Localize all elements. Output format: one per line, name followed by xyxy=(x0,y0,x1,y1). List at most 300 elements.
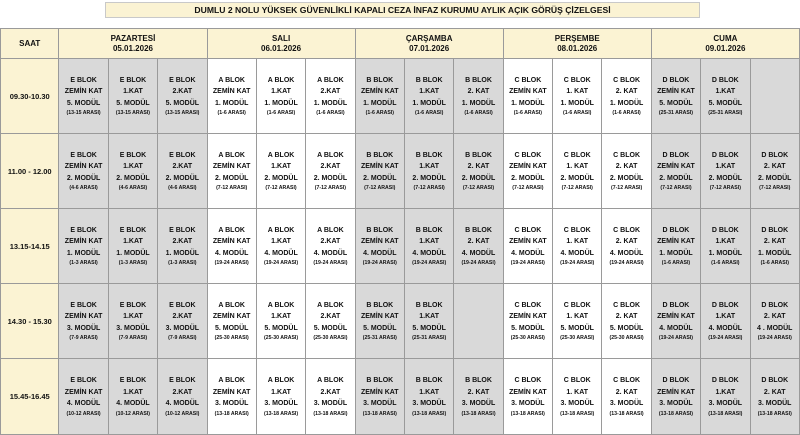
range-text: (7-12 ARASI) xyxy=(660,185,692,192)
range-text: (19-24 ARASI) xyxy=(214,260,249,267)
floor-name: ZEMİN KAT xyxy=(509,88,547,96)
block-name: E BLOK xyxy=(119,226,147,234)
range-text: (1-6 ARASI) xyxy=(316,110,345,117)
module-name: 1. MODÜL xyxy=(758,249,792,257)
range-text: (19-24 ARASI) xyxy=(658,335,694,342)
module-name: 3. MODÜL xyxy=(116,324,150,332)
range-text: (19-24 ARASI) xyxy=(510,260,545,267)
floor-name: 2.KAT xyxy=(320,88,341,96)
range-text: (7-9 ARASI) xyxy=(118,335,148,342)
module-name: 4. MODÜL xyxy=(461,249,496,257)
schedule-cell xyxy=(207,134,256,209)
module-name: 5. MODÜL xyxy=(412,324,446,332)
schedule-cell xyxy=(207,209,256,284)
module-name: 5. MODÜL xyxy=(363,324,397,332)
block-name: A BLOK xyxy=(218,226,245,234)
block-name: E BLOK xyxy=(70,226,97,234)
range-text: (1-6 ARASI) xyxy=(217,110,246,117)
schedule-cell xyxy=(553,59,602,134)
floor-name: 2. KAT xyxy=(615,388,638,396)
schedule-cell xyxy=(454,134,503,209)
floor-name: 2.KAT xyxy=(320,163,341,171)
schedule-cell xyxy=(750,59,800,134)
block-name: D BLOK xyxy=(711,151,739,159)
floor-name: 1.KAT xyxy=(271,88,291,96)
time-slot-label: 13.15-14.15 xyxy=(1,209,59,284)
block-name: E BLOK xyxy=(70,377,97,385)
floor-name: 1.KAT xyxy=(271,238,291,246)
range-text: (1-3 ARASI) xyxy=(118,260,148,267)
block-name: A BLOK xyxy=(218,377,245,385)
block-name: A BLOK xyxy=(218,76,245,84)
schedule-cell xyxy=(454,209,503,284)
range-text: (1-6 ARASI) xyxy=(365,110,394,117)
range-text: (19-24 ARASI) xyxy=(461,260,496,267)
range-text: (7-12 ARASI) xyxy=(759,185,791,192)
range-text: (10-12 ARASI) xyxy=(115,410,151,417)
range-text: (10-12 ARASI) xyxy=(66,410,101,417)
schedule-cell xyxy=(701,284,750,359)
schedule-cell xyxy=(207,284,256,359)
schedule-cell xyxy=(207,359,256,435)
module-name: 3. MODÜL xyxy=(758,400,792,408)
module-name: 2. MODÜL xyxy=(609,174,644,182)
schedule-cell xyxy=(503,59,552,134)
block-name: B BLOK xyxy=(415,151,443,159)
block-name: B BLOK xyxy=(366,301,394,309)
day-date: 09.01.2026 xyxy=(705,43,746,53)
range-text: (1-6 ARASI) xyxy=(513,110,543,117)
module-name: 3. MODÜL xyxy=(214,400,249,408)
floor-name: ZEMİN KAT xyxy=(657,163,695,171)
module-name: 5. MODÜL xyxy=(116,99,150,107)
module-name: 3. MODÜL xyxy=(165,324,200,332)
schedule-cell xyxy=(503,359,552,435)
day-name: ÇARŞAMBA xyxy=(405,33,453,43)
range-text: (7-12 ARASI) xyxy=(561,185,593,192)
floor-name: 2. KAT xyxy=(763,163,786,171)
module-name: 2. MODÜL xyxy=(659,174,693,182)
module-name: 4. MODÜL xyxy=(313,249,348,257)
time-slot-row xyxy=(1,284,800,359)
block-name: C BLOK xyxy=(613,151,641,159)
block-name: D BLOK xyxy=(711,76,739,84)
range-text: (19-24 ARASI) xyxy=(708,335,743,342)
module-name: 1. MODÜL xyxy=(363,99,397,107)
schedule-cell xyxy=(256,359,305,435)
schedule-cell xyxy=(701,59,750,134)
block-name: C BLOK xyxy=(613,76,641,84)
floor-name: 1. KAT xyxy=(566,388,589,396)
block-name: C BLOK xyxy=(563,377,591,385)
floor-name: ZEMİN KAT xyxy=(64,313,103,321)
day-date: 07.01.2026 xyxy=(409,43,450,53)
range-text: (1-6 ARASI) xyxy=(661,260,691,267)
schedule-cell xyxy=(59,359,108,435)
block-name: E BLOK xyxy=(119,301,147,309)
block-name: B BLOK xyxy=(465,226,492,234)
floor-name: ZEMİN KAT xyxy=(360,388,399,396)
time-slot-row xyxy=(1,134,800,209)
block-name: C BLOK xyxy=(514,151,542,159)
module-name: 1. MODÜL xyxy=(264,99,298,107)
floor-name: ZEMİN KAT xyxy=(657,88,695,96)
range-text: (7-12 ARASI) xyxy=(216,185,248,192)
schedule-cell xyxy=(454,284,503,359)
block-name: D BLOK xyxy=(711,226,739,234)
schedule-cell xyxy=(108,59,157,134)
block-name: D BLOK xyxy=(662,76,690,84)
schedule-cell xyxy=(306,134,355,209)
range-text: (7-12 ARASI) xyxy=(610,185,643,192)
block-name: B BLOK xyxy=(415,301,443,309)
floor-name: ZEMİN KAT xyxy=(360,313,399,321)
floor-name: 1.KAT xyxy=(271,388,291,396)
schedule-cell xyxy=(355,284,404,359)
schedule-body xyxy=(1,59,800,435)
module-name: 2. MODÜL xyxy=(264,174,298,182)
module-name: 2. MODÜL xyxy=(363,174,397,182)
schedule-cell xyxy=(404,209,453,284)
schedule-cell xyxy=(454,359,503,435)
module-name: 4. MODÜL xyxy=(66,400,101,408)
module-name: 4. MODÜL xyxy=(560,249,594,257)
module-name: 2. MODÜL xyxy=(461,174,496,182)
block-name: E BLOK xyxy=(70,76,97,84)
day-header-4 xyxy=(651,29,799,59)
block-name: B BLOK xyxy=(366,226,394,234)
floor-name: 2. KAT xyxy=(615,238,638,246)
schedule-cell xyxy=(602,284,651,359)
module-name: 5. MODÜL xyxy=(66,99,101,107)
module-name: 3. MODÜL xyxy=(708,400,743,408)
range-text: (19-24 ARASI) xyxy=(609,260,644,267)
module-name: 1. MODÜL xyxy=(511,99,545,107)
module-name: 2. MODÜL xyxy=(412,174,446,182)
floor-name: ZEMİN KAT xyxy=(212,313,251,321)
module-name: 4. MODÜL xyxy=(609,249,644,257)
floor-name: 2.KAT xyxy=(320,313,341,321)
module-name: 1. MODÜL xyxy=(66,249,101,257)
schedule-cell xyxy=(306,59,355,134)
schedule-cell xyxy=(701,209,750,284)
module-name: 3. MODÜL xyxy=(511,400,545,408)
block-name: B BLOK xyxy=(366,151,394,159)
schedule-cell xyxy=(59,284,108,359)
range-text: (13-18 ARASI) xyxy=(609,410,644,417)
floor-name: 2. KAT xyxy=(467,238,490,246)
floor-name: ZEMİN KAT xyxy=(360,88,399,96)
range-text: (25-30 ARASI) xyxy=(510,335,545,342)
floor-name: 2.KAT xyxy=(320,388,341,396)
module-name: 3. MODÜL xyxy=(412,400,446,408)
module-name: 1. MODÜL xyxy=(461,99,496,107)
schedule-cell xyxy=(553,284,602,359)
floor-name: ZEMİN KAT xyxy=(360,163,399,171)
floor-name: 1.KAT xyxy=(419,313,439,321)
schedule-cell xyxy=(306,284,355,359)
floor-name: 1.KAT xyxy=(419,163,439,171)
range-text: (25-31 ARASI) xyxy=(362,335,397,342)
block-name: D BLOK xyxy=(662,151,690,159)
block-name: A BLOK xyxy=(267,377,295,385)
module-name: 2. MODÜL xyxy=(511,174,545,182)
range-text: (7-12 ARASI) xyxy=(364,185,396,192)
range-text: (19-24 ARASI) xyxy=(362,260,397,267)
module-name: 2. MODÜL xyxy=(758,174,792,182)
floor-name: ZEMİN KAT xyxy=(212,238,251,246)
module-name: 5. MODÜL xyxy=(609,324,644,332)
floor-name: 1.KAT xyxy=(271,313,291,321)
floor-name: ZEMİN KAT xyxy=(509,388,547,396)
block-name: A BLOK xyxy=(317,76,344,84)
schedule-cell xyxy=(602,209,651,284)
schedule-cell xyxy=(750,209,800,284)
module-name: 1. MODÜL xyxy=(708,249,743,257)
range-text: (13-18 ARASI) xyxy=(214,410,249,417)
block-name: E BLOK xyxy=(119,76,147,84)
module-name: 2. MODÜL xyxy=(165,174,200,182)
range-text: (25-30 ARASI) xyxy=(560,335,595,342)
floor-name: 1. KAT xyxy=(566,163,589,171)
schedule-cell xyxy=(256,284,305,359)
module-name: 1. MODÜL xyxy=(412,99,446,107)
module-name: 4. MODÜL xyxy=(659,324,693,332)
block-name: A BLOK xyxy=(267,76,295,84)
schedule-cell xyxy=(602,59,651,134)
floor-name: ZEMİN KAT xyxy=(64,88,103,96)
schedule-cell xyxy=(158,209,207,284)
range-text: (7-12 ARASI) xyxy=(413,185,445,192)
module-name: 2. MODÜL xyxy=(214,174,249,182)
range-text: (1-3 ARASI) xyxy=(168,260,197,267)
range-text: (13-18 ARASI) xyxy=(263,410,299,417)
schedule-cell xyxy=(158,284,207,359)
schedule-cell xyxy=(355,359,404,435)
day-date: 06.01.2026 xyxy=(261,43,302,53)
floor-name: ZEMİN KAT xyxy=(657,388,695,396)
range-text: (13-18 ARASI) xyxy=(412,410,447,417)
block-name: D BLOK xyxy=(711,377,739,385)
range-text: (19-24 ARASI) xyxy=(560,260,595,267)
floor-name: ZEMİN KAT xyxy=(360,238,399,246)
schedule-cell xyxy=(256,134,305,209)
block-name: D BLOK xyxy=(662,377,690,385)
block-name: E BLOK xyxy=(119,151,147,159)
range-text: (25-31 ARASI) xyxy=(412,335,447,342)
block-name: D BLOK xyxy=(662,226,690,234)
range-text: (13-18 ARASI) xyxy=(658,410,694,417)
module-name: 3. MODÜL xyxy=(66,324,101,332)
range-text: (25-30 ARASI) xyxy=(609,335,644,342)
schedule-cell xyxy=(701,134,750,209)
range-text: (25-30 ARASI) xyxy=(214,335,249,342)
block-name: C BLOK xyxy=(563,301,591,309)
schedule-cell xyxy=(158,359,207,435)
range-text: (1-6 ARASI) xyxy=(612,110,641,117)
block-name: D BLOK xyxy=(761,301,789,309)
floor-name: 1.KAT xyxy=(123,388,143,396)
time-slot-row xyxy=(1,359,800,435)
schedule-cell xyxy=(553,134,602,209)
floor-name: 1.KAT xyxy=(123,88,143,96)
range-text: (19-24 ARASI) xyxy=(263,260,299,267)
saat-header: SAAT xyxy=(1,29,59,59)
range-text: (13-15 ARASI) xyxy=(66,110,101,117)
block-name: C BLOK xyxy=(613,377,641,385)
range-text: (1-6 ARASI) xyxy=(711,260,740,267)
block-name: E BLOK xyxy=(169,226,196,234)
block-name: E BLOK xyxy=(169,301,196,309)
time-slot-label: 09.30-10.30 xyxy=(1,59,59,134)
floor-name: ZEMİN KAT xyxy=(212,388,251,396)
floor-name: 1.KAT xyxy=(715,88,736,96)
range-text: (25-30 ARASI) xyxy=(263,335,299,342)
header-row xyxy=(1,29,800,59)
range-text: (1-3 ARASI) xyxy=(69,260,98,267)
module-name: 1. MODÜL xyxy=(214,99,249,107)
block-name: E BLOK xyxy=(70,151,97,159)
block-name: B BLOK xyxy=(415,226,443,234)
range-text: (13-18 ARASI) xyxy=(560,410,595,417)
range-text: (13-15 ARASI) xyxy=(165,110,200,117)
range-text: (1-6 ARASI) xyxy=(266,110,296,117)
block-name: A BLOK xyxy=(267,151,295,159)
floor-name: 1.KAT xyxy=(271,163,291,171)
floor-name: ZEMİN KAT xyxy=(64,388,103,396)
schedule-cell xyxy=(503,284,552,359)
module-name: 3. MODÜL xyxy=(264,400,298,408)
block-name: A BLOK xyxy=(218,301,245,309)
floor-name: 2. KAT xyxy=(615,163,638,171)
schedule-cell xyxy=(306,209,355,284)
schedule-cell xyxy=(355,209,404,284)
range-text: (19-24 ARASI) xyxy=(412,260,447,267)
module-name: 5. MODÜL xyxy=(659,99,693,107)
range-text: (13-18 ARASI) xyxy=(313,410,348,417)
schedule-cell xyxy=(553,209,602,284)
time-slot-row xyxy=(1,59,800,134)
range-text: (7-9 ARASI) xyxy=(168,335,197,342)
floor-name: 2. KAT xyxy=(615,313,638,321)
floor-name: ZEMİN KAT xyxy=(509,163,547,171)
day-header-2 xyxy=(355,29,503,59)
range-text: (4-6 ARASI) xyxy=(168,185,197,192)
block-name: A BLOK xyxy=(267,226,295,234)
floor-name: ZEMİN KAT xyxy=(212,163,251,171)
floor-name: 1.KAT xyxy=(419,88,439,96)
block-name: A BLOK xyxy=(317,226,344,234)
module-name: 1. MODÜL xyxy=(609,99,644,107)
module-name: 3. MODÜL xyxy=(313,400,348,408)
module-name: 2. MODÜL xyxy=(66,174,101,182)
schedule-cell xyxy=(404,134,453,209)
time-slot-label: 11.00 - 12.00 xyxy=(1,134,59,209)
module-name: 5. MODÜL xyxy=(313,324,348,332)
block-name: C BLOK xyxy=(563,76,591,84)
block-name: B BLOK xyxy=(465,377,492,385)
block-name: D BLOK xyxy=(761,226,789,234)
range-text: (7-12 ARASI) xyxy=(709,185,741,192)
floor-name: 2.KAT xyxy=(320,238,341,246)
floor-name: ZEMİN KAT xyxy=(212,88,251,96)
day-name: CUMA xyxy=(713,33,738,43)
range-text: (1-6 ARASI) xyxy=(414,110,444,117)
range-text: (19-24 ARASI) xyxy=(757,335,792,342)
schedule-cell xyxy=(701,359,750,435)
schedule-cell xyxy=(454,59,503,134)
schedule-cell xyxy=(651,209,700,284)
schedule-cell xyxy=(651,359,700,435)
floor-name: 1.KAT xyxy=(715,163,736,171)
schedule-cell xyxy=(651,134,700,209)
floor-name: 2. KAT xyxy=(467,163,490,171)
day-date: 08.01.2026 xyxy=(557,43,598,53)
block-name: C BLOK xyxy=(514,76,542,84)
range-text: (1-6 ARASI) xyxy=(760,260,789,267)
module-name: 4. MODÜL xyxy=(708,324,743,332)
block-name: B BLOK xyxy=(366,377,394,385)
block-name: D BLOK xyxy=(761,151,789,159)
block-name: C BLOK xyxy=(514,226,542,234)
range-text: (13-18 ARASI) xyxy=(757,410,792,417)
module-name: 3. MODÜL xyxy=(461,400,496,408)
schedule-cell xyxy=(59,209,108,284)
schedule-cell xyxy=(207,59,256,134)
schedule-cell xyxy=(750,284,800,359)
module-name: 4 . MODÜL xyxy=(757,324,793,332)
day-header-0 xyxy=(59,29,207,59)
floor-name: 2. KAT xyxy=(467,388,490,396)
schedule-cell xyxy=(355,134,404,209)
module-name: 1. MODÜL xyxy=(560,99,594,107)
range-text: (10-12 ARASI) xyxy=(165,410,200,417)
schedule-cell xyxy=(158,59,207,134)
floor-name: 1.KAT xyxy=(123,313,143,321)
block-name: B BLOK xyxy=(415,377,443,385)
range-text: (25-31 ARASI) xyxy=(708,110,743,117)
time-slot-label: 14.30 - 15.30 xyxy=(1,284,59,359)
block-name: C BLOK xyxy=(563,226,591,234)
module-name: 5. MODÜL xyxy=(264,324,298,332)
floor-name: 2. KAT xyxy=(763,388,786,396)
floor-name: 1. KAT xyxy=(566,313,589,321)
floor-name: 1.KAT xyxy=(123,238,143,246)
range-text: (7-12 ARASI) xyxy=(314,185,347,192)
block-name: B BLOK xyxy=(465,76,492,84)
block-name: E BLOK xyxy=(169,151,196,159)
schedule-cell xyxy=(602,359,651,435)
module-name: 3. MODÜL xyxy=(609,400,644,408)
range-text: (1-6 ARASI) xyxy=(563,110,592,117)
block-name: A BLOK xyxy=(317,151,344,159)
block-name: C BLOK xyxy=(514,377,542,385)
range-text: (13-18 ARASI) xyxy=(362,410,397,417)
floor-name: 2.KAT xyxy=(172,313,193,321)
floor-name: 1.KAT xyxy=(419,238,439,246)
time-slot-row xyxy=(1,209,800,284)
schedule-cell xyxy=(651,59,700,134)
module-name: 4. MODÜL xyxy=(214,249,249,257)
block-name: C BLOK xyxy=(514,301,542,309)
block-name: E BLOK xyxy=(119,377,147,385)
schedule-cell xyxy=(553,359,602,435)
range-text: (13-15 ARASI) xyxy=(115,110,151,117)
day-header-1 xyxy=(207,29,355,59)
range-text: (25-30 ARASI) xyxy=(313,335,348,342)
schedule-cell xyxy=(651,284,700,359)
block-name: B BLOK xyxy=(415,76,443,84)
